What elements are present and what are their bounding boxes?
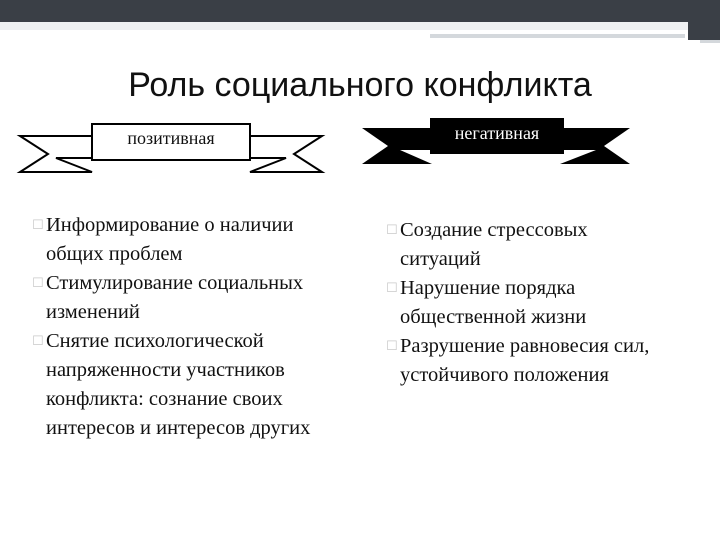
list-item: ☐ Стимулирование социальных изменений [32,269,352,327]
positive-list [32,211,352,443]
checkbox-bullet-icon: ☐ [32,334,44,349]
checkbox-bullet-icon: ☐ [386,223,398,238]
list-item: ☐ Информирование о наличии общих проблем [32,211,352,269]
list-item: ☐ Создание стрессовых ситуаций [386,216,666,274]
list-item: ☐ Снятие психологической напряженности участников конфликта: сознание своих интересов и интересов других [32,327,352,443]
list-item: ☐ Нарушение порядка общественной жизни [386,274,666,332]
page-title: Роль социального конфликта [128,66,592,104]
list-item: ☐ Разрушение равновесия сил, устойчивого положения [386,332,666,390]
positive-label: позитивная [127,128,215,148]
checkbox-bullet-icon: ☐ [386,281,398,296]
checkbox-bullet-icon: ☐ [32,276,44,291]
negative-list [386,216,666,390]
checkbox-bullet-icon: ☐ [32,218,44,233]
negative-label: негативная [454,123,540,143]
checkbox-bullet-icon: ☐ [386,339,398,354]
